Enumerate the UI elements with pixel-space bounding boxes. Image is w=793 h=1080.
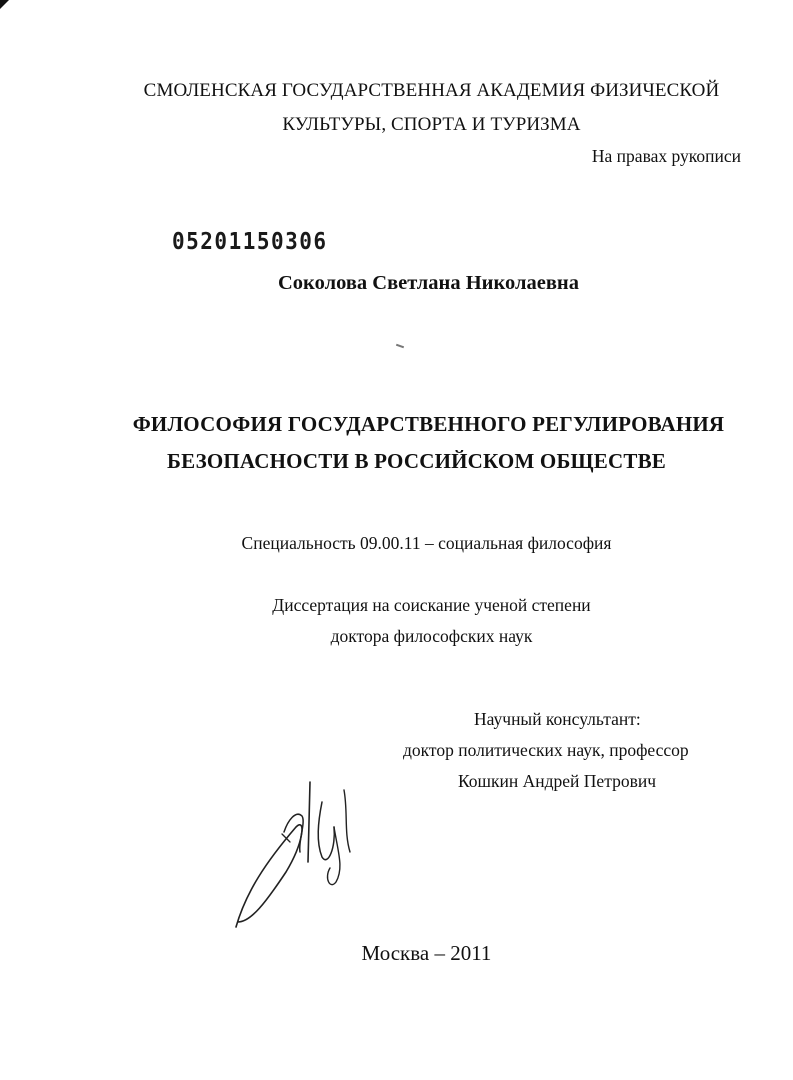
scan-artifact-mark <box>396 344 404 349</box>
consultant-name: Кошкин Андрей Петрович <box>458 771 656 791</box>
author-name: Соколова Светлана Николаевна <box>278 272 579 294</box>
consultant-credentials: доктор политических наук, профессор <box>403 740 689 760</box>
manuscript-note: На правах рукописи <box>591 146 741 166</box>
consultant-label: Научный консультант: <box>474 709 641 729</box>
institution-line-2: КУЛЬТУРЫ, СПОРТА И ТУРИЗМА <box>282 114 581 135</box>
title-line-2: БЕЗОПАСНОСТИ В РОССИЙСКОМ ОБЩЕСТВЕ <box>167 449 666 473</box>
title-line-1: ФИЛОСОФИЯ ГОСУДАРСТВЕННОГО РЕГУЛИРОВАНИЯ <box>132 412 725 436</box>
degree-line-1: Диссертация на соискание ученой степени <box>272 595 591 615</box>
institution-line-1: СМОЛЕНСКАЯ ГОСУДАРСТВЕННАЯ АКАДЕМИЯ ФИЗИЧЕСКОЙ <box>143 80 720 101</box>
degree-line-2: доктора философских наук <box>330 626 533 646</box>
city-year: Москва – 2011 <box>361 941 492 965</box>
specialty-line: Специальность 09.00.11 – социальная философия <box>241 533 612 553</box>
scan-corner-mark <box>0 0 9 9</box>
library-inventory-number: 05201150306 <box>172 228 328 255</box>
handwritten-signature <box>226 772 366 932</box>
